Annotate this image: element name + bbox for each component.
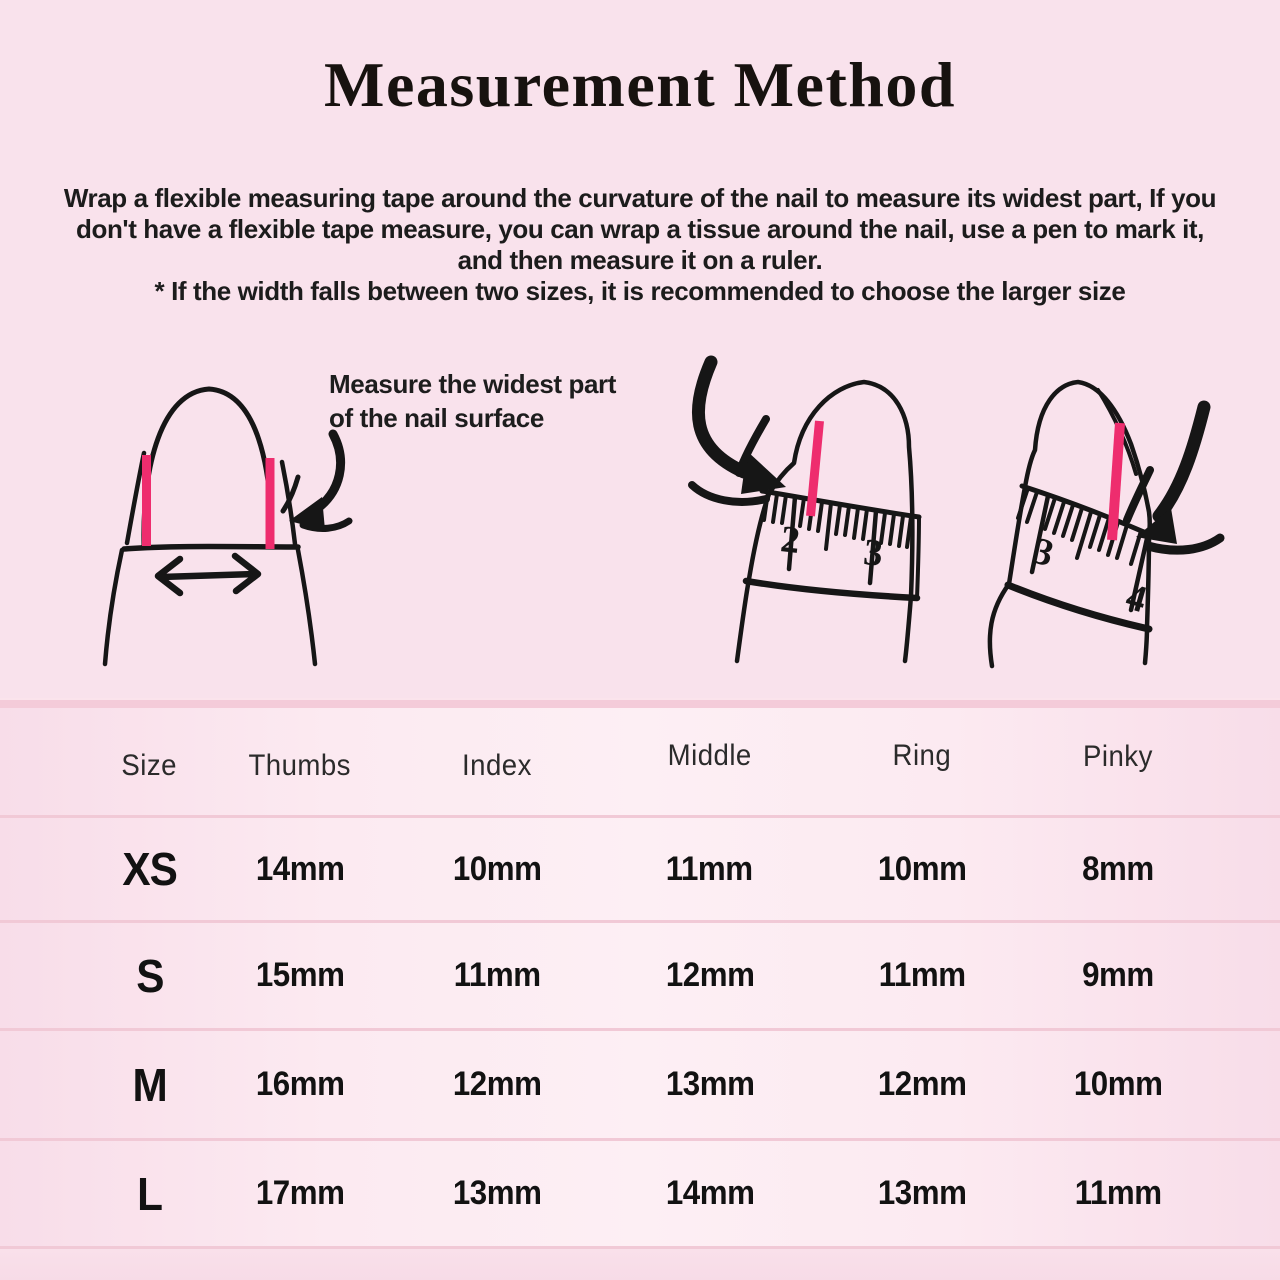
intro-line-3: and then measure it on a ruler. <box>457 245 823 275</box>
size-label: XS <box>122 843 177 895</box>
size-value: 13mm <box>877 1174 967 1212</box>
size-value: 11mm <box>878 956 966 994</box>
column-header-size: Size <box>121 748 178 782</box>
table-row-l <box>0 1141 1280 1246</box>
size-value: 12mm <box>665 956 754 994</box>
page-title: Measurement Method <box>324 49 956 120</box>
ruler-number: 4 <box>1121 575 1152 622</box>
table-top-band <box>0 698 1280 708</box>
diagram-caption-line-2: of the nail surface <box>329 403 544 433</box>
column-header-pinky: Pinky <box>1083 739 1154 773</box>
ruler-number: 3 <box>1028 529 1059 576</box>
column-header-middle: Middle <box>667 738 752 772</box>
size-value: 12mm <box>453 1065 542 1103</box>
column-header-ring: Ring <box>892 738 952 772</box>
size-value: 11mm <box>1074 1174 1162 1212</box>
size-value: 14mm <box>665 1174 754 1212</box>
size-table <box>0 698 1280 1280</box>
table-header-row <box>0 708 1280 815</box>
tape-measure-illustration-middle <box>692 362 919 661</box>
table-row-s <box>0 923 1280 1028</box>
size-value: 10mm <box>453 849 542 888</box>
column-header-thumbs: Thumbs <box>248 748 352 782</box>
size-value: 9mm <box>1082 956 1155 994</box>
table-row-m <box>0 1031 1280 1138</box>
width-arrow-icon <box>158 556 258 593</box>
table-footer-band <box>0 1249 1280 1280</box>
nail-outline <box>144 389 272 546</box>
ruler-tick-half <box>826 503 831 549</box>
tape-bottom-edge <box>746 581 917 598</box>
size-label: S <box>136 949 164 1002</box>
size-value: 13mm <box>453 1174 542 1212</box>
intro-line-2: don't have a flexible tape measure, you can wrap a tissue around the nail, use a pen to mark it, <box>75 214 1204 244</box>
finger-lower-right <box>298 550 315 664</box>
finger-lower-left <box>105 550 122 664</box>
pointer-arrow-icon <box>692 362 786 502</box>
size-value: 17mm <box>255 1174 345 1212</box>
ruler-number: 3 <box>861 531 885 575</box>
size-value: 12mm <box>877 1065 967 1103</box>
size-value: 11mm <box>666 849 754 888</box>
size-value: 10mm <box>1074 1065 1163 1103</box>
size-value: 14mm <box>255 849 345 888</box>
tape-measure-illustration-right <box>990 382 1220 666</box>
size-value: 11mm <box>453 956 541 994</box>
size-value: 10mm <box>877 849 967 888</box>
table-row-xs <box>0 818 1280 920</box>
finger-front-illustration <box>105 389 349 664</box>
size-value: 8mm <box>1082 849 1155 888</box>
diagram-caption-line-1: Measure the widest part <box>329 369 616 399</box>
intro-line-1: Wrap a flexible measuring tape around the curvature of the nail to measure its widest part, If you <box>63 183 1217 213</box>
column-header-index: Index <box>462 748 533 782</box>
size-label: M <box>132 1058 167 1111</box>
size-value: 16mm <box>255 1065 345 1103</box>
size-label: L <box>137 1167 163 1220</box>
intro-note: * If the width falls between two sizes, it is recommended to choose the larger size <box>154 276 1126 306</box>
size-value: 15mm <box>255 956 345 994</box>
ruler-number: 2 <box>778 518 802 562</box>
tape-right-edge <box>917 517 919 598</box>
size-value: 13mm <box>665 1065 754 1103</box>
